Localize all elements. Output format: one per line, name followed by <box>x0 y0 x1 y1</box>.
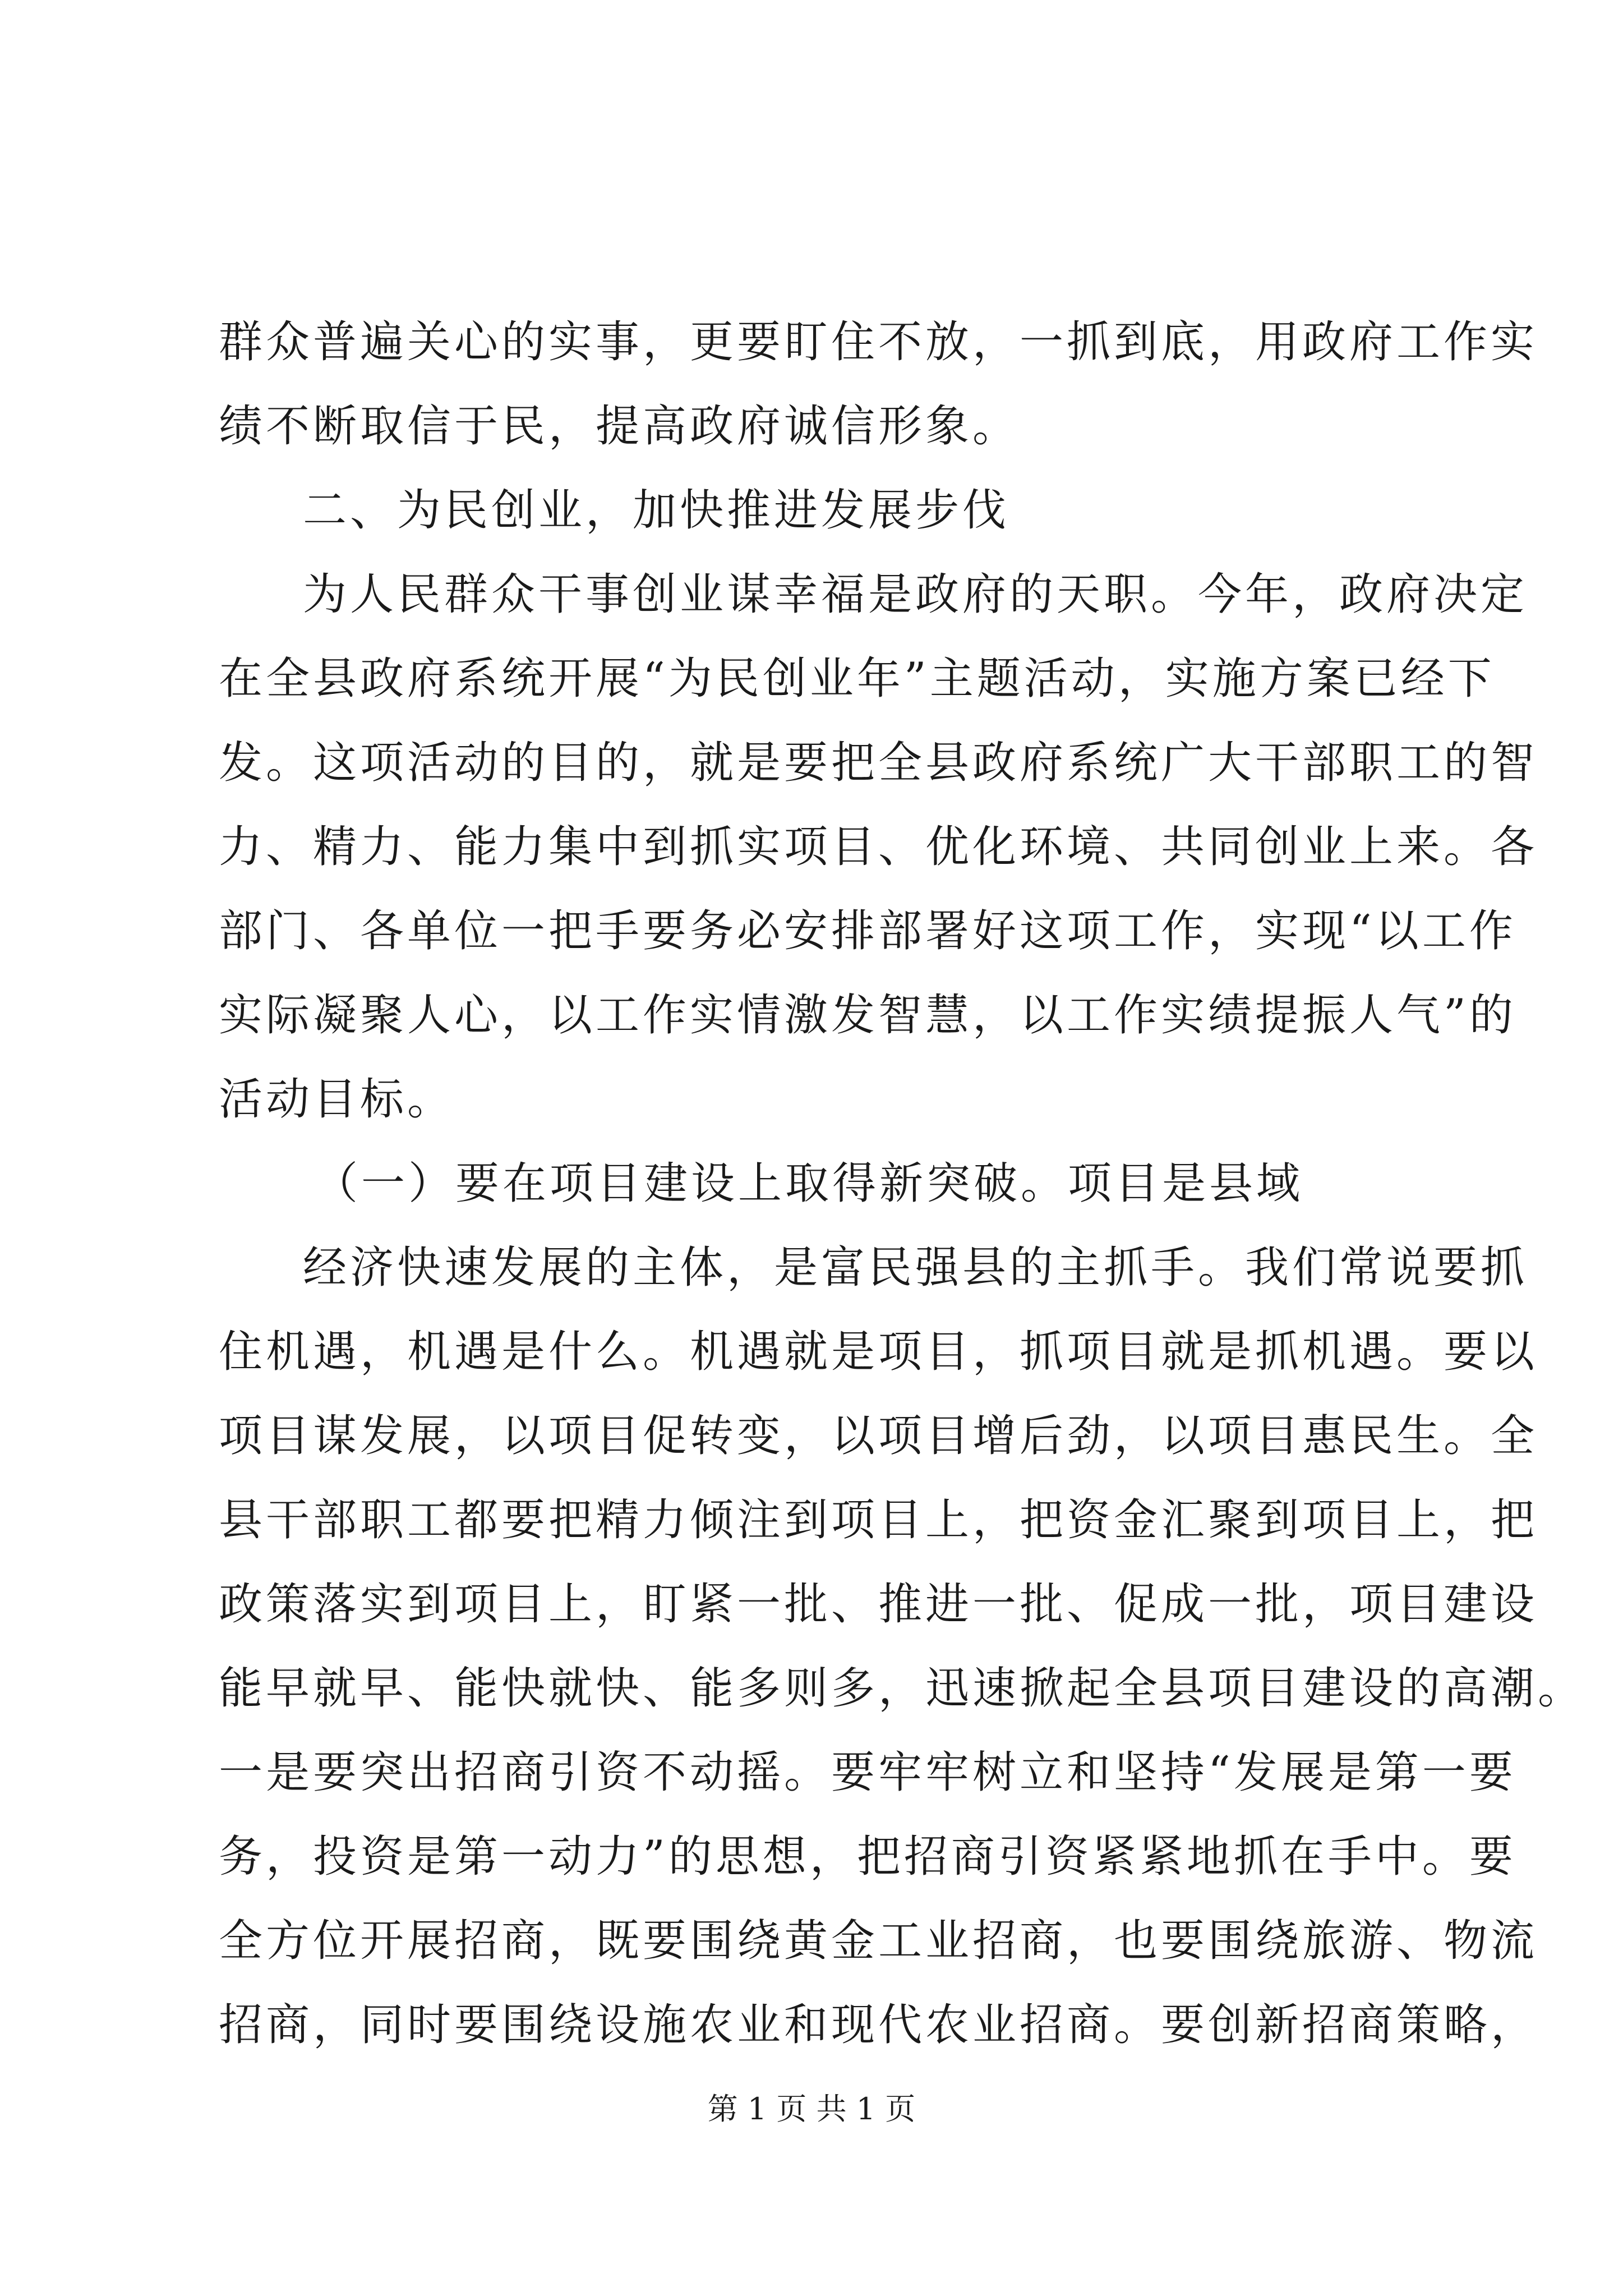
subsection-heading: （一）要在项目建设上取得新突破。项目是县域 <box>314 1158 1304 1209</box>
text-line-21: 招商，同时要围绕设施农业和现代农业招商。要创新招商策略， <box>219 2000 1538 2050</box>
section-heading: 二、为民创业，加快推进发展步伐 <box>303 485 1010 536</box>
text-line-1: 群众普遍关心的实事，更要盯住不放，一抓到底，用政府工作实 <box>219 317 1538 367</box>
text-line-19: 务，投资是第一动力”的思想，把招商引资紧紧地抓在手中。要 <box>219 1832 1516 1882</box>
text-line-18: 一是要突出招商引资不动摇。要牢牢树立和坚持“发展是第一要 <box>219 1747 1516 1798</box>
text-line-13: 住机遇，机遇是什么。机遇就是项目，抓项目就是抓机遇。要以 <box>219 1327 1538 1377</box>
page-number-footer: 第 1 页 共 1 页 <box>707 2091 916 2127</box>
text-line-14: 项目谋发展，以项目促转变，以项目增后劲，以项目惠民生。全 <box>219 1411 1538 1461</box>
text-line-8: 部门、各单位一把手要务必安排部署好这项工作，实现“以工作 <box>219 906 1516 956</box>
text-line-7: 力、精力、能力集中到抓实项目、优化环境、共同创业上来。各 <box>219 822 1538 872</box>
text-line-17: 能早就早、能快就快、能多则多，迅速掀起全县项目建设的高潮。 <box>219 1663 1585 1714</box>
text-line-4: 为人民群众干事创业谋幸福是政府的天职。今年，政府决定 <box>303 569 1528 620</box>
text-line-16: 政策落实到项目上，盯紧一批、推进一批、促成一批，项目建设 <box>219 1579 1538 1630</box>
text-line-12: 经济快速发展的主体，是富民强县的主抓手。我们常说要抓 <box>303 1243 1528 1293</box>
text-line-15: 县干部职工都要把精力倾注到项目上，把资金汇聚到项目上，把 <box>219 1495 1538 1545</box>
text-line-6: 发。这项活动的目的，就是要把全县政府系统广大干部职工的智 <box>219 738 1538 788</box>
text-line-9: 实际凝聚人心，以工作实情激发智慧，以工作实绩提振人气”的 <box>219 990 1516 1041</box>
text-line-10: 活动目标。 <box>219 1074 455 1125</box>
text-line-20: 全方位开展招商，既要围绕黄金工业招商，也要围绕旅游、物流 <box>219 1916 1538 1966</box>
text-line-5: 在全县政府系统开展“为民创业年”主题活动，实施方案已经下 <box>219 654 1495 704</box>
text-line-2: 绩不断取信于民，提高政府诚信形象。 <box>219 401 1020 452</box>
